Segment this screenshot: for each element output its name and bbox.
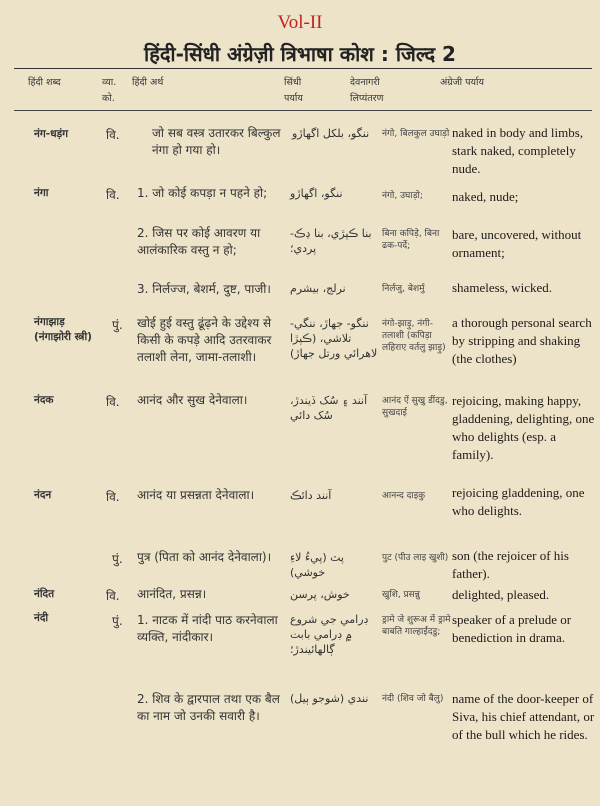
sindhi-equivalent: آنند ۽ سُک ڏيندڙ، سُک دائي xyxy=(290,394,368,422)
hindi-meaning: 3. निर्लज्ज, बेशर्म, दुष्ट, पाजी। xyxy=(137,282,271,296)
english-equivalent: rejoicing, making happy, gladdening, delighting, one who delights (esp. a family). xyxy=(452,393,595,462)
hindi-meaning: 1. नाटक में नांदी पाठ करनेवाला व्यक्ति, नांदीकार। xyxy=(137,613,278,644)
sindhi-equivalent: ننگو- جھاڙ، ننگي- تلاشي، (ڪپڙا لاهرائي ورتل جھاڙ) xyxy=(290,317,378,360)
devanagari-transliteration: नंगो, उघाड़ो; xyxy=(382,191,423,201)
part-of-speech: वि. xyxy=(106,128,120,142)
header-hindi-meaning: हिंदी अर्थ xyxy=(132,77,164,88)
devanagari-transliteration: निर्लजु, बेशर्मु xyxy=(382,284,425,294)
part-of-speech: वि. xyxy=(106,395,120,409)
hindi-meaning: आनंद या प्रसन्नता देनेवाला। xyxy=(137,488,255,502)
header-bottom-rule xyxy=(14,110,592,111)
volume-label: Vol-II xyxy=(277,12,323,33)
header-sindhi-line1: सिंधी xyxy=(284,77,302,88)
hindi-meaning: खोई हुई वस्तु ढूंढ़ने के उद्देश्य से किसी के कपड़े आदि उतरवाकर तलाशी लेना, जामा-तलाशी। xyxy=(137,316,272,364)
sindhi-equivalent: ننگو، بلکل اگھاڙو xyxy=(292,127,370,140)
headword: नंदक xyxy=(34,394,54,406)
hindi-meaning: पुत्र (पिता को आनंद देनेवाला)। xyxy=(137,550,272,564)
sindhi-equivalent: نرلج، بيشرم xyxy=(290,282,346,295)
headword: नंग-धड़ंग xyxy=(34,128,69,140)
english-equivalent: naked, nude; xyxy=(452,189,519,204)
headword: नंगाझाड़ (नंगाझोरी स्त्री) xyxy=(34,316,92,343)
devanagari-transliteration: पुट (पीउ लाइ खुशी) xyxy=(382,553,449,563)
hindi-meaning: आनंदित, प्रसन्न। xyxy=(137,587,207,601)
english-equivalent: name of the door-keeper of Siva, his chief attendant, or of the bull which he rides. xyxy=(452,691,595,742)
english-equivalent: speaker of a prelude or benediction in drama. xyxy=(452,612,572,645)
headword: नंदित xyxy=(34,588,55,600)
devanagari-transliteration: बिना कपिड़े, बिना ढक-पर्दे; xyxy=(382,229,440,251)
hindi-meaning: 1. जो कोई कपड़ा न पहने हो; xyxy=(137,186,268,200)
sindhi-equivalent: بنا ڪپڙي، بنا ڍڪ- پردي؛ xyxy=(290,227,372,255)
headword: नंदन xyxy=(34,489,52,501)
hindi-meaning: जो सब वस्त्र उतारकर बिल्कुल नंगा हो गया हो। xyxy=(152,126,281,157)
devanagari-transliteration: नंदी (शिव जो बैलु) xyxy=(382,694,444,704)
part-of-speech: पुं. xyxy=(112,318,123,332)
header-pos-line2: को. xyxy=(102,93,115,104)
page-title: हिंदी-सिंधी अंग्रेज़ी त्रिभाषा कोश : जिल्द 2 xyxy=(144,42,456,66)
hindi-meaning: आनंद और सुख देनेवाला। xyxy=(137,393,248,407)
english-equivalent: naked in body and limbs, stark naked, completely nude. xyxy=(452,125,584,176)
english-equivalent: shameless, wicked. xyxy=(452,280,553,295)
english-equivalent: son (the rejoicer of his father). xyxy=(452,548,569,581)
header-devanagari-line2: लिप्यंतरण xyxy=(350,93,384,104)
part-of-speech: वि. xyxy=(106,490,120,504)
hindi-meaning: 2. शिव के द्वारपाल तथा एक बैल का नाम जो उनकी सवारी है। xyxy=(137,692,280,723)
devanagari-transliteration: ड्रामे जे शुरूअ में ड्रामे बाबति गाल्हाईंदडु; xyxy=(382,615,451,637)
sindhi-equivalent: آنند دائڪ xyxy=(290,489,332,502)
part-of-speech: वि. xyxy=(106,188,120,202)
devanagari-transliteration: नंगो-झाड़ु, नंगी-तलाशी (कपिड़ा लहिराए वर्तलु झाड़ु) xyxy=(382,319,446,353)
headword: नंगा xyxy=(34,187,49,199)
header-english: अंग्रेजी पर्याय xyxy=(440,77,485,88)
sindhi-equivalent: خوش، پرسن xyxy=(290,588,350,601)
header-devanagari xyxy=(350,75,430,107)
devanagari-transliteration: आनन्द दाइकु xyxy=(382,491,426,501)
hindi-meaning: 2. जिस पर कोई आवरण या आलंकारिक वस्तु न हो; xyxy=(137,226,261,257)
devanagari-transliteration: आनंद ऐं सुखु डींदडु, सुखदाई xyxy=(382,396,448,418)
english-equivalent: bare, uncovered, without ornament; xyxy=(452,227,582,260)
header-hindi-word: हिंदी शब्द xyxy=(28,77,61,88)
sindhi-equivalent: ڊرامي جي شروع ۾ ڊرامي بابت ڳالهائيندڙ؛ xyxy=(290,613,369,656)
header-devanagari-line1: देवनागरी xyxy=(350,77,380,88)
sindhi-equivalent: نندي (شوجو ٻيل) xyxy=(290,692,369,705)
english-equivalent: rejoicing gladdening, one who delights. xyxy=(452,485,585,518)
part-of-speech: वि. xyxy=(106,589,120,603)
devanagari-transliteration: खुशि, प्रसन्नु xyxy=(382,590,420,600)
headword: नंदी xyxy=(34,612,49,624)
header-pos-line1: व्या. xyxy=(102,77,117,88)
header-sindhi-line2: पर्याय xyxy=(284,93,303,104)
part-of-speech: पुं. xyxy=(112,552,123,566)
header-sindhi xyxy=(284,75,334,107)
english-equivalent: delighted, pleased. xyxy=(452,587,550,602)
devanagari-transliteration: नंगो, बिलकुल उघाड़ो xyxy=(382,129,450,139)
part-of-speech: पुं. xyxy=(112,614,123,628)
sindhi-equivalent: پٽ (پيءُ لاءِ خوشي) xyxy=(290,551,344,579)
sindhi-equivalent: ننگو، اگھاڙو xyxy=(290,187,343,200)
english-equivalent: a thorough personal search by stripping and shaking (the clothes) xyxy=(452,315,592,366)
header-top-rule xyxy=(14,68,592,69)
